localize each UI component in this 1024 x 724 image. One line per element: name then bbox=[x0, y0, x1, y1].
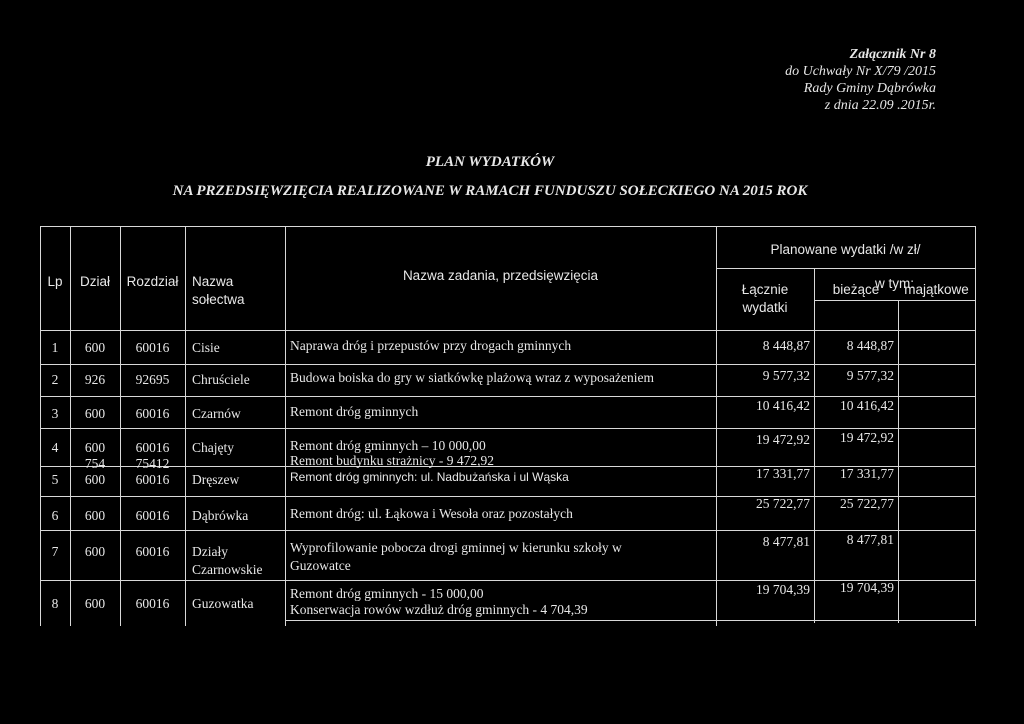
header-lacznie: Łącznie bbox=[741, 282, 789, 297]
annex-date: z dnia 22.09 .2015r. bbox=[824, 98, 936, 113]
row8-zadanie-2: Konserwacja rowów wzdłuż dróg gminnych - 4 704,39 bbox=[290, 602, 588, 617]
col-line-majatkowe bbox=[898, 300, 899, 623]
row1-rozdzial: 60016 bbox=[135, 340, 170, 355]
annex-resolution: do Uchwały Nr X/79 /2015 bbox=[785, 64, 936, 79]
row4-lp: 4 bbox=[51, 440, 59, 455]
row1-dzial: 600 bbox=[84, 340, 106, 355]
row-line-3 bbox=[40, 428, 975, 429]
col-line-zadanie bbox=[285, 226, 286, 626]
header-lp: Lp bbox=[47, 274, 63, 289]
row2-dzial: 926 bbox=[84, 372, 106, 387]
header-bottom-border bbox=[40, 330, 975, 331]
row8-solectwo: Guzowatka bbox=[192, 596, 254, 611]
row2-solectwo: Chruściele bbox=[192, 372, 250, 387]
row2-lacznie: 9 577,32 bbox=[762, 368, 810, 383]
row5-biezace: 17 331,77 bbox=[840, 466, 894, 481]
col-line-right bbox=[975, 226, 976, 626]
header-solectwa: sołectwa bbox=[192, 292, 245, 307]
row8-rozdzial: 60016 bbox=[135, 596, 170, 611]
row3-biezace: 10 416,42 bbox=[840, 398, 894, 413]
header-biezace: bieżące bbox=[832, 282, 880, 297]
row4-zadanie-2: Remont budynku strażnicy - 9 472,92 bbox=[290, 453, 494, 468]
row5-lp: 5 bbox=[51, 472, 59, 487]
row2-rozdzial: 92695 bbox=[135, 372, 170, 387]
row-line-1 bbox=[40, 364, 975, 365]
row5-dzial: 600 bbox=[84, 472, 106, 487]
annex-council: Rady Gminy Dąbrówka bbox=[803, 81, 936, 96]
row8-zadanie: Remont dróg gminnych - 15 000,00 bbox=[290, 586, 484, 601]
document-subtitle: NA PRZEDSIĘWZIĘCIA REALIZOWANE W RAMACH FUNDUSZU SOŁECKIEGO NA 2015 ROK bbox=[172, 183, 808, 199]
row6-solectwo: Dąbrówka bbox=[192, 508, 249, 523]
row3-rozdzial: 60016 bbox=[135, 406, 170, 421]
row4-biezace: 19 472,92 bbox=[840, 430, 894, 445]
row8-lacznie: 19 704,39 bbox=[756, 582, 810, 597]
row5-zadanie: Remont dróg gminnych: ul. Nadbużańska i ul Wąska bbox=[290, 470, 569, 484]
header-majatkowe: majątkowe bbox=[904, 282, 969, 297]
row3-dzial: 600 bbox=[84, 406, 106, 421]
row8-lp: 8 bbox=[51, 596, 59, 611]
header-zadanie: Nazwa zadania, przedsięwzięcia bbox=[402, 268, 599, 283]
row1-solectwo: Cisie bbox=[192, 340, 220, 355]
annex-number: Załącznik Nr 8 bbox=[849, 47, 936, 62]
row6-rozdzial: 60016 bbox=[135, 508, 170, 523]
header-split-line bbox=[814, 300, 975, 301]
row4-solectwo: Chajęty bbox=[192, 440, 234, 455]
row7-lacznie: 8 477,81 bbox=[762, 534, 810, 549]
row7-zadanie: Wyprofilowanie pobocza drogi gminnej w kierunku szkoły w bbox=[290, 540, 622, 555]
row7-zadanie-2: Guzowatce bbox=[290, 558, 351, 573]
row4-dzial: 600 bbox=[84, 440, 106, 455]
row7-biezace: 8 477,81 bbox=[846, 532, 894, 547]
header-rozdzial: Rozdział bbox=[126, 274, 179, 289]
row7-rozdzial: 60016 bbox=[135, 544, 170, 559]
row1-lp: 1 bbox=[51, 340, 59, 355]
row7-dzial: 600 bbox=[84, 544, 106, 559]
row2-zadanie: Budowa boiska do gry w siatkówkę plażową wraz z wyposażeniem bbox=[290, 370, 655, 385]
row4-rozdzial: 60016 bbox=[135, 440, 170, 455]
row4-rozdzial-2: 75412 bbox=[135, 456, 170, 471]
row6-biezace: 25 722,77 bbox=[840, 496, 894, 511]
annex-note bbox=[785, 46, 936, 114]
row-line-6 bbox=[40, 530, 975, 531]
row2-biezace: 9 577,32 bbox=[846, 368, 894, 383]
row2-lp: 2 bbox=[51, 372, 59, 387]
row6-lacznie: 25 722,77 bbox=[756, 496, 810, 511]
row3-lp: 3 bbox=[51, 406, 59, 421]
col-line-solectwo bbox=[185, 226, 186, 626]
row3-zadanie: Remont dróg gminnych bbox=[290, 404, 419, 419]
row3-solectwo: Czarnów bbox=[192, 406, 241, 421]
document-title: PLAN WYDATKÓW bbox=[425, 154, 555, 170]
header-planned-line bbox=[716, 268, 975, 269]
row4-dzial-2: 754 bbox=[84, 456, 106, 471]
header-in-that: w tym: bbox=[875, 276, 914, 291]
row-line-2 bbox=[40, 396, 975, 397]
header-planned: Planowane wydatki /w zł/ bbox=[770, 242, 921, 257]
row5-rozdzial: 60016 bbox=[135, 472, 170, 487]
row1-zadanie: Naprawa dróg i przepustów przy drogach gminnych bbox=[290, 338, 572, 353]
header-wydatki: wydatki bbox=[742, 300, 788, 315]
row3-lacznie: 10 416,42 bbox=[756, 398, 810, 413]
header-nazwa: Nazwa bbox=[192, 274, 234, 289]
table-top-border bbox=[40, 226, 975, 227]
row7-solectwo-2: Czarnowskie bbox=[192, 562, 263, 577]
table-bottom-border bbox=[285, 620, 975, 621]
row6-zadanie: Remont dróg: ul. Łąkowa i Wesoła oraz pozostałych bbox=[290, 506, 573, 521]
row7-solectwo: Działy bbox=[192, 544, 228, 559]
row5-solectwo: Dręszew bbox=[192, 472, 240, 487]
row4-lacznie: 19 472,92 bbox=[756, 432, 810, 447]
header-dzial: Dział bbox=[79, 274, 110, 289]
row1-biezace: 8 448,87 bbox=[846, 338, 894, 353]
row6-lp: 6 bbox=[51, 508, 59, 523]
row8-dzial: 600 bbox=[84, 596, 106, 611]
row8-biezace: 19 704,39 bbox=[840, 580, 894, 595]
row7-lp: 7 bbox=[51, 544, 59, 559]
row5-lacznie: 17 331,77 bbox=[756, 466, 810, 481]
row4-zadanie: Remont dróg gminnych – 10 000,00 bbox=[290, 438, 486, 453]
row1-lacznie: 8 448,87 bbox=[762, 338, 810, 353]
row6-dzial: 600 bbox=[84, 508, 106, 523]
